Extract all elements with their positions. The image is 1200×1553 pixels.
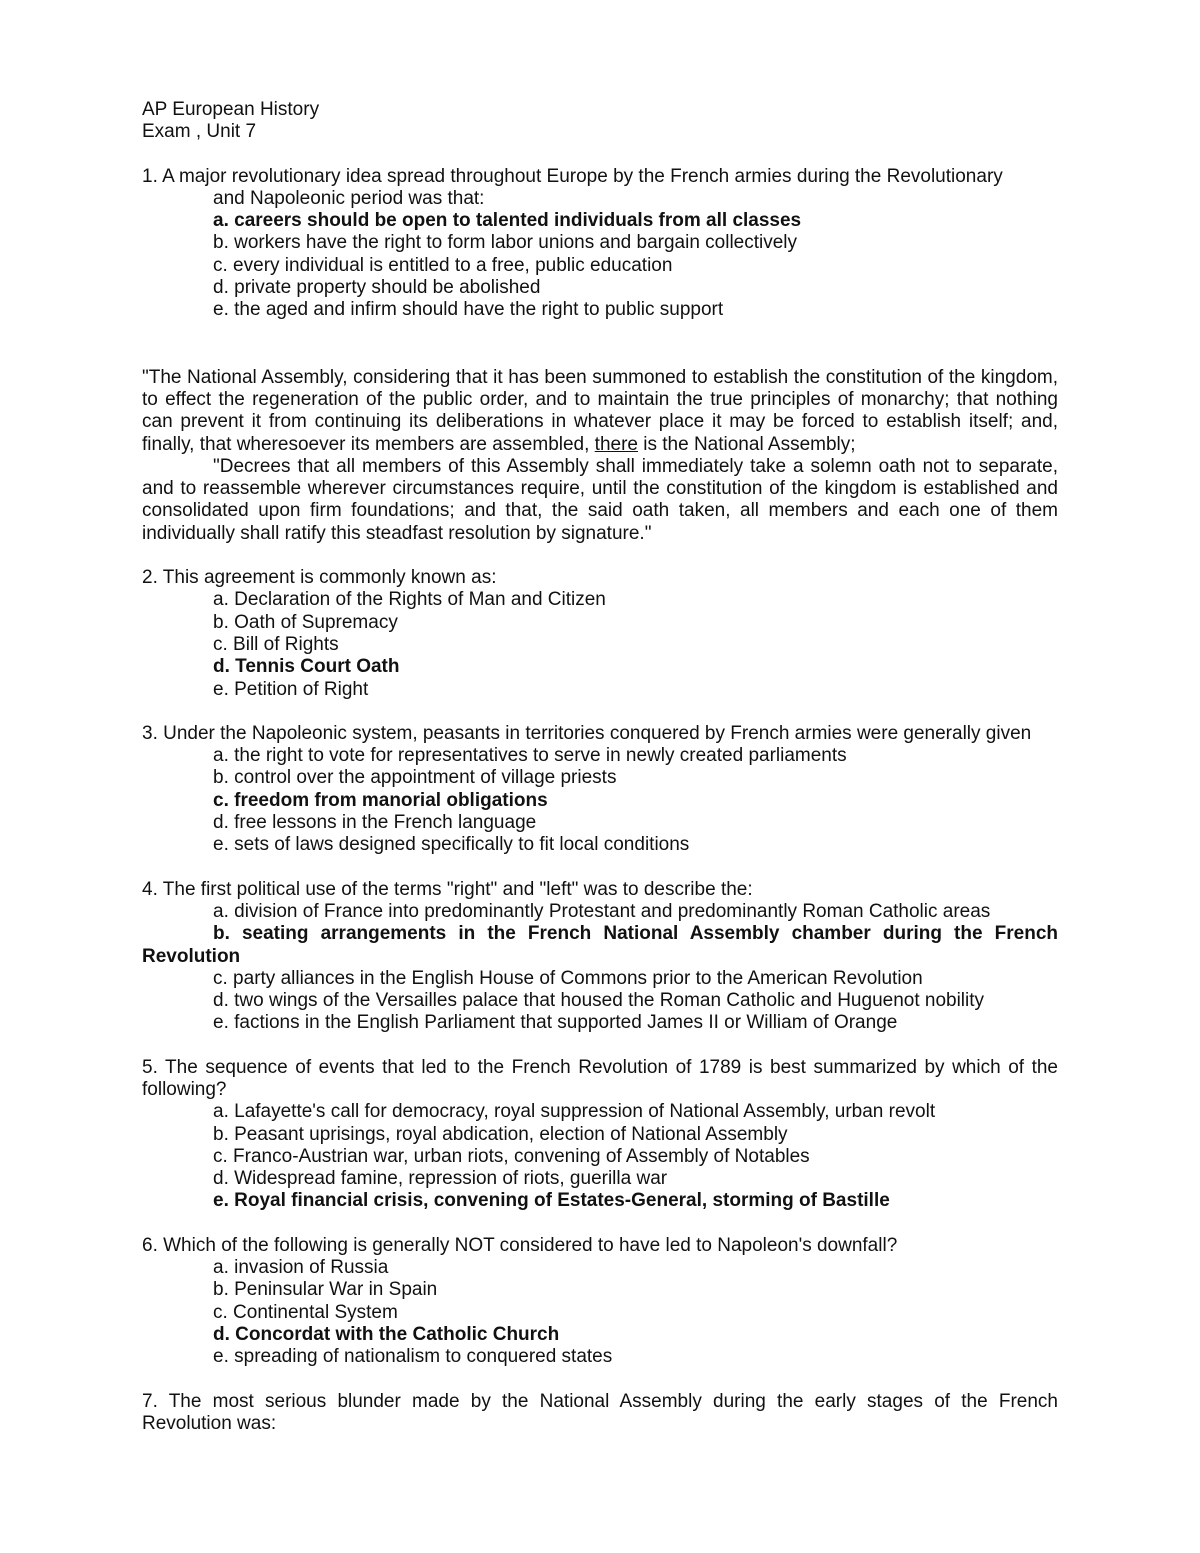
- question-3-option-c: c. freedom from manorial obligations: [213, 789, 548, 811]
- passage-paragraph-1-end: is the National Assembly;: [637, 433, 856, 455]
- question-6: [142, 1235, 1058, 1369]
- question-5-option-e: e. Royal financial crisis, convening of Estates-General, storming of Bastille: [213, 1190, 890, 1212]
- question-3-option-d: d. free lessons in the French language: [213, 812, 537, 834]
- question-3-option-b: b. control over the appointment of village priests: [213, 767, 617, 789]
- question-1-option-c: c. every individual is entitled to a free, public education: [213, 254, 673, 276]
- question-6-stem: 6. Which of the following is generally NOT considered to have led to Napoleon's downfall?: [142, 1234, 898, 1256]
- question-6-option-a: a. invasion of Russia: [213, 1257, 389, 1279]
- passage: [142, 367, 1058, 545]
- question-5-option-b: b. Peasant uprisings, royal abdication, election of National Assembly: [213, 1123, 788, 1145]
- question-4-option-d: d. two wings of the Versailles palace that housed the Roman Catholic and Huguenot nobility: [213, 990, 985, 1012]
- question-1-option-e: e. the aged and infirm should have the right to public support: [213, 299, 724, 321]
- question-4-stem: 4. The first political use of the terms "right" and "left" was to describe the:: [142, 878, 753, 900]
- question-5-option-c: c. Franco-Austrian war, urban riots, convening of Assembly of Notables: [213, 1145, 810, 1167]
- question-4: [142, 879, 1058, 1035]
- question-6-option-b: b. Peninsular War in Spain: [213, 1279, 438, 1301]
- question-4-option-a: a. division of France into predominantly Protestant and predominantly Roman Catholic areas: [213, 900, 991, 922]
- question-4-option-e: e. factions in the English Parliament that supported James II or William of Orange: [213, 1012, 898, 1034]
- question-1-stem-line-2: and Napoleonic period was that:: [213, 187, 485, 209]
- exam-title: Exam , Unit 7: [142, 121, 257, 143]
- question-2-option-e: e. Petition of Right: [213, 678, 369, 700]
- document-content: [142, 99, 1058, 1435]
- course-title: AP European History: [142, 99, 320, 120]
- question-2: [142, 567, 1058, 701]
- passage-paragraph-1: [142, 367, 1058, 456]
- question-2-option-b: b. Oath of Supremacy: [213, 611, 398, 633]
- question-7-stem: 7. The most serious blunder made by the National Assembly during the early stages of the French Revolution was:: [142, 1390, 1058, 1434]
- question-2-option-c: c. Bill of Rights: [213, 633, 339, 655]
- question-5: [142, 1057, 1058, 1213]
- passage-paragraph-2: "Decrees that all members of this Assembly shall immediately take a solemn oath not to separate, and to reassemble wherever circumstances require, until the constitution of the kingdom is established and consolidated upon firm foundations; and that, the said oath taken, all members and each one of them individually shall ratify this steadfast resolution by signature.": [142, 455, 1058, 544]
- question-2-option-a: a. Declaration of the Rights of Man and Citizen: [213, 589, 606, 611]
- passage-underlined-word: there: [594, 433, 638, 455]
- question-4-option-c: c. party alliances in the English House of Commons prior to the American Revolution: [213, 967, 923, 989]
- question-5-option-d: d. Widespread famine, repression of riots, guerilla war: [213, 1168, 668, 1190]
- question-4-option-b: b. seating arrangements in the French National Assembly chamber during the French Revolution: [142, 923, 1058, 967]
- question-2-option-d: d. Tennis Court Oath: [213, 656, 400, 678]
- question-3: [142, 723, 1058, 857]
- question-2-stem: 2. This agreement is commonly known as:: [142, 567, 497, 589]
- question-5-stem: 5. The sequence of events that led to the French Revolution of 1789 is best summarized by which of the following?: [142, 1056, 1058, 1100]
- question-3-stem: 3. Under the Napoleonic system, peasants in territories conquered by French armies were generally given: [142, 722, 1032, 744]
- question-6-option-c: c. Continental System: [213, 1301, 398, 1323]
- question-6-option-e: e. spreading of nationalism to conquered states: [213, 1346, 613, 1368]
- question-3-option-e: e. sets of laws designed specifically to fit local conditions: [213, 834, 690, 856]
- question-5-option-a: a. Lafayette's call for democracy, royal suppression of National Assembly, urban revolt: [213, 1101, 936, 1123]
- passage-paragraph-1-text: "The National Assembly, considering that it has been summoned to establish the constitution of the kingdom, to effect the regeneration of the public order, and to maintain the true principles of monarchy; that nothing can prevent it from continuing its deliberations in whatever place it may be forced to establish itself; and, finally, that wheresoever its members are assembled,: [142, 366, 1058, 455]
- question-1-stem-line-1: 1. A major revolutionary idea spread throughout Europe by the French armies during the Revolutionary: [142, 165, 1003, 187]
- question-3-option-a: a. the right to vote for representatives to serve in newly created parliaments: [213, 745, 847, 767]
- question-1-option-d: d. private property should be abolished: [213, 277, 541, 299]
- question-1-option-b: b. workers have the right to form labor unions and bargain collectively: [213, 232, 798, 254]
- question-6-option-d: d. Concordat with the Catholic Church: [213, 1323, 560, 1345]
- question-7: [142, 1391, 1058, 1436]
- question-1: [142, 166, 1058, 322]
- question-1-option-a: a. careers should be open to talented individuals from all classes: [213, 210, 802, 232]
